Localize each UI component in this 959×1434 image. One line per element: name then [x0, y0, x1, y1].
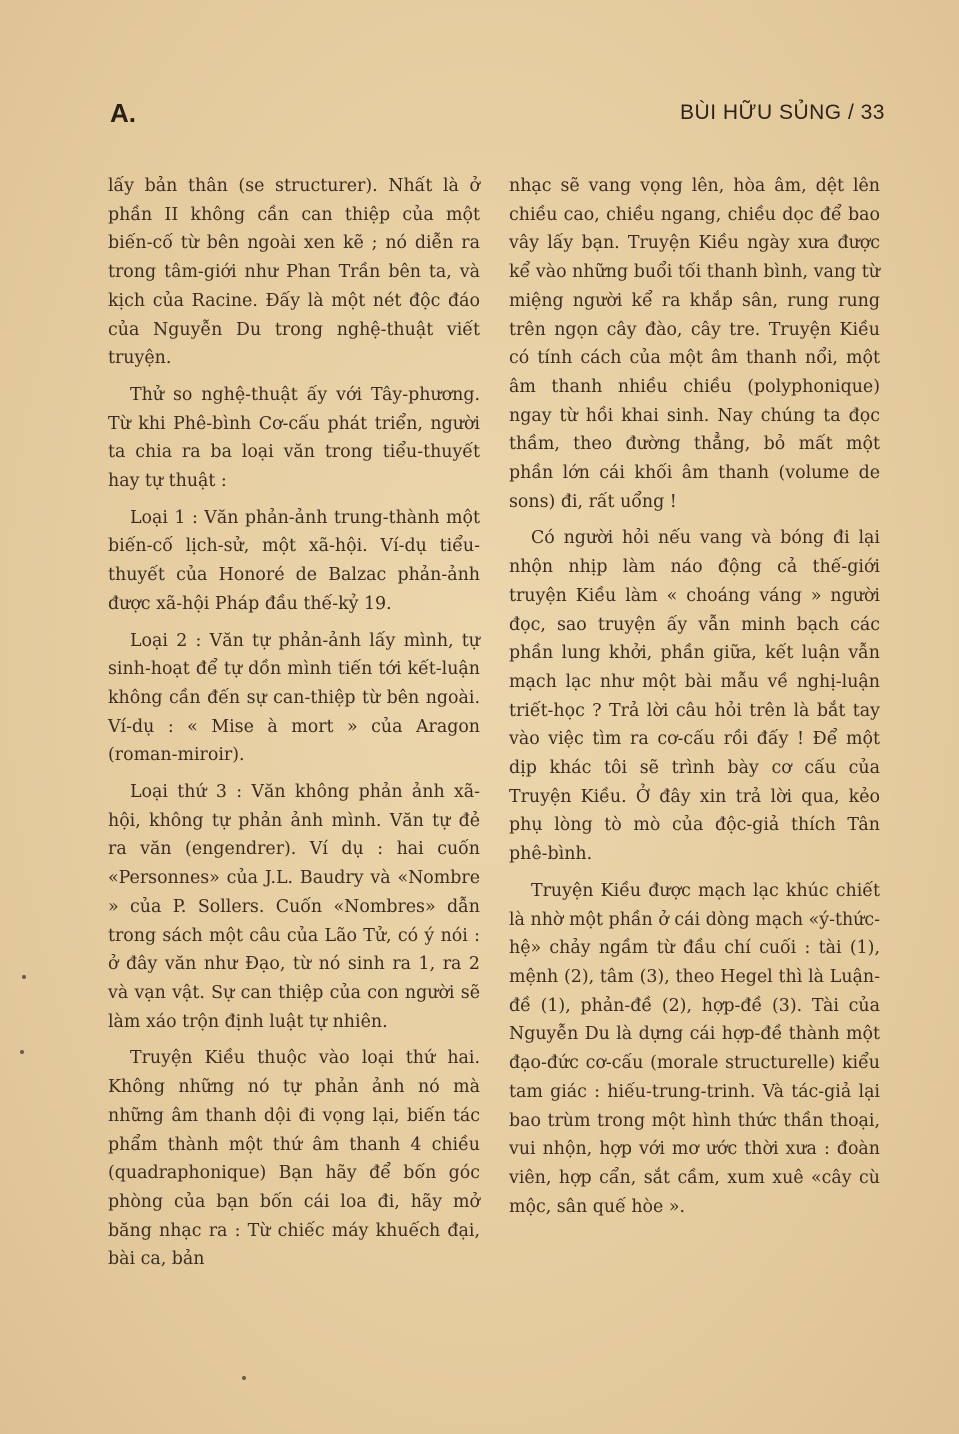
paragraph: Có người hỏi nếu vang và bóng đi lại nhộn nhịp làm náo động cả thế-giới truyện Kiều làm « choáng váng » người đọc, sao truyện ấy vẫn minh bạch các phần lung khởi, phần giữa, kết luận vẫn mạch lạc như một bài mẫu về nghị-luận triết-học ? Trả lời câu hỏi trên là bắt tay vào việc tìm ra cơ-cấu rồi đấy ! Để một dịp khác tôi sẽ trình bày cơ cấu của Truyện Kiều. Ở đây xin trả lời qua, kẻo phụ lòng tò mò của độc-giả thích Tân phê-bình.	[509, 528, 880, 865]
print-speck	[22, 975, 26, 979]
paragraph: Truyện Kiều thuộc vào loại thứ hai. Không những nó tự phản ảnh nó mà những âm thanh dội đi vọng lại, biến tác phẩm thành một thứ âm thanh 4 chiều (quadraphonique) Bạn hãy để bốn góc phòng của bạn bốn cái loa đi, hãy mở băng nhạc ra : Từ chiếc máy khuếch đại, bài ca, bản	[108, 1048, 480, 1270]
page-mark: A.	[110, 98, 136, 128]
paragraph: Thử so nghệ-thuật ấy với Tây-phương. Từ khi Phê-bình Cơ-cấu phát triển, người ta chia ra ba loại văn trong tiểu-thuyết hay tự thuật :	[108, 384, 480, 492]
left-column	[108, 172, 480, 1282]
paragraph: Truyện Kiều được mạch lạc khúc chiết là nhờ một phần ở cái dòng mạch «ý-thức-hệ» chảy ngầm từ đầu chí cuối : tài (1), mệnh (2), tâm (3), theo Hegel thì là Luận-đề (1), phản-đề (2), hợp-đề (3). Tài của Nguyễn Du là dựng cái hợp-đề thành một đạo-đức cơ-cấu (morale structurelle) kiểu tam giác : hiếu-trung-trinh. Và tác-giả lại bao trùm trong một hình thức thần thoại, vui nhộn, hợp với mơ ước thời xưa : đoàn viên, hợp cẩn, sắt cầm, xum xuê «cây cù mộc, sân quế hòe ».	[509, 880, 880, 1217]
right-column	[509, 172, 880, 1229]
paragraph: Loại 1 : Văn phản-ảnh trung-thành một biến-cố lịch-sử, một xã-hội. Ví-dụ tiểu-thuyết của Honoré de Balzac phản-ảnh được xã-hội Pháp đầu thế-kỷ 19.	[108, 507, 480, 614]
paragraph: Loại thứ 3 : Văn không phản ảnh xã-hội, không tự phản ảnh mình. Văn tự đẻ ra văn (engendrer). Ví dụ : hai cuốn «Personnes» của J.L. Baudry và «Nombre » của P. Sollers. Cuốn «Nombres» dẫn trong sách một câu của Lão Tử, có ý nói : ở đây văn như Đạo, từ nó sinh ra 1, ra 2 và vạn vật. Sự can thiệp của con người sẽ làm xáo trộn định luật tự nhiên.	[108, 782, 480, 1032]
paragraph: nhạc sẽ vang vọng lên, hòa âm, dệt lên chiều cao, chiều ngang, chiều dọc để bao vây lấy bạn. Truyện Kiều ngày xưa được kể vào những buổi tối thanh bình, vang từ miệng người kể ra khắp sân, rung rung trên ngọn cây đào, cây tre. Truyện Kiều có tính cách của một âm thanh nổi, một âm thanh nhiều chiều (polyphonique) ngay từ hồi khai sinh. Nay chúng ta đọc thầm, theo đường thẳng, bỏ mất một phần lớn cái khối âm thanh (volume de sons) đi, rất uổng !	[509, 176, 880, 512]
paragraph: lấy bản thân (se structurer). Nhất là ở phần II không cần can thiệp của một biến-cố từ bên ngoài xen kẽ ; nó diễn ra trong tâm-giới như Phan Trần bên ta, và kịch của Racine. Đấy là một nét độc đáo của Nguyễn Du trong nghệ-thuật viết truyện.	[108, 176, 480, 369]
running-head: BÙI HỮU SỦNG / 33	[680, 101, 885, 124]
paragraph: Loại 2 : Văn tự phản-ảnh lấy mình, tự sinh-hoạt để tự dồn mình tiến tới kết-luận không cần đến sự can-thiệp từ bên ngoài. Ví-dụ : « Mise à mort » của Aragon (roman-miroir).	[108, 630, 480, 766]
print-speck	[20, 1050, 24, 1054]
print-speck	[242, 1376, 246, 1380]
